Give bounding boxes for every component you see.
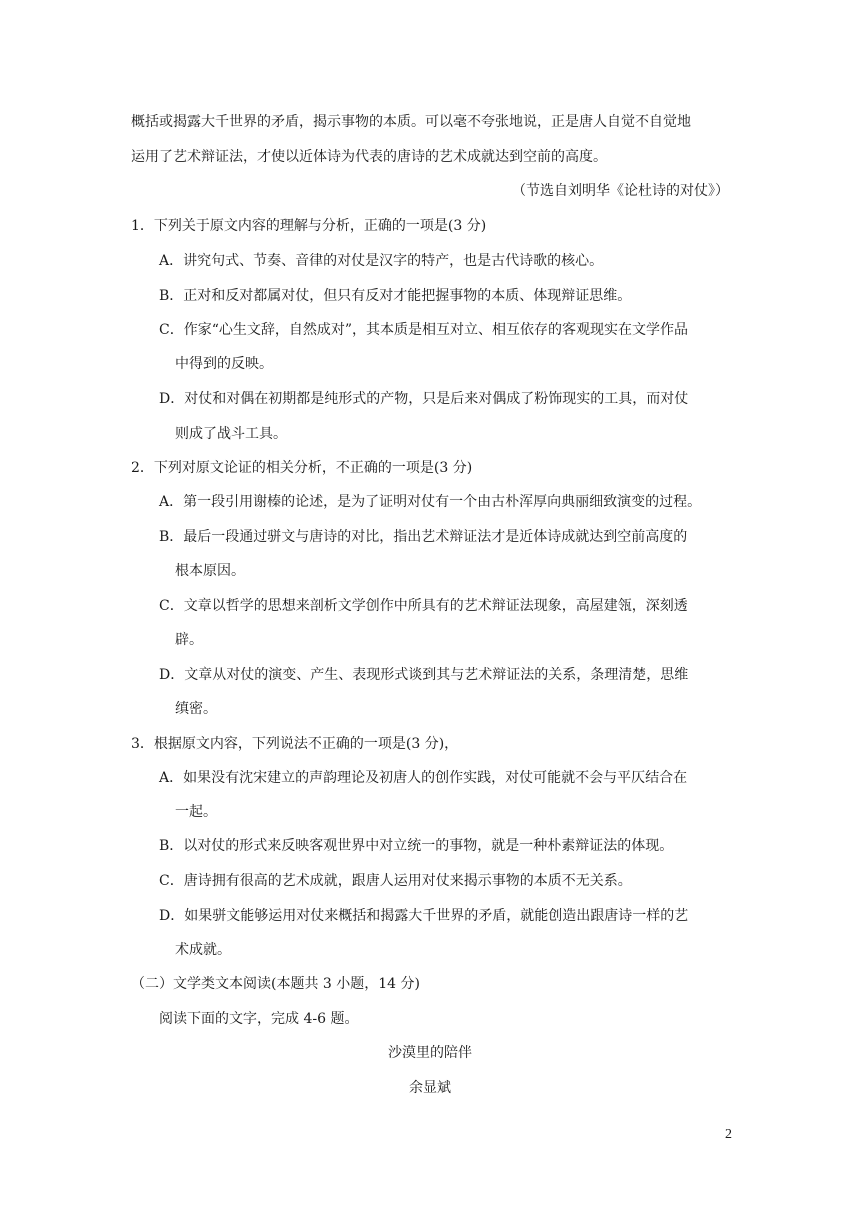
question-2-stem: 2．下列对原文论证的相关分析，不正确的一项是(3 分) (131, 460, 473, 476)
question-2-option-c-cont: 辟。 (175, 632, 203, 648)
question-2-option-d: D．文章从对仗的演变、产生、表现形式谈到其与艺术辩证法的关系，条理清楚，思维 (159, 667, 689, 683)
article-title: 沙漠里的陪伴 (388, 1045, 472, 1061)
question-1-option-d-cont: 则成了战斗工具。 (175, 426, 287, 442)
question-3-option-a-cont: 一起。 (175, 804, 217, 820)
question-1-stem: 1．下列关于原文内容的理解与分析，正确的一项是(3 分) (131, 218, 487, 234)
question-2-option-d-cont: 缜密。 (175, 701, 217, 717)
passage-source: （节选自刘明华《论杜诗的对仗》） (512, 183, 729, 199)
question-1-option-c: C．作家“心生文辞，自然成对”，其本质是相互对立、相互依存的客观现实在文学作品 (159, 322, 689, 338)
page-number: 2 (725, 1127, 732, 1142)
question-1-option-c-cont: 中得到的反映。 (175, 356, 273, 372)
question-2-option-a: A．第一段引用谢榛的论述，是为了证明对仗有一个由古朴浑厚向典丽细致演变的过程。 (159, 494, 702, 510)
section-heading: （二）文学类文本阅读(本题共 3 小题，14 分) (131, 976, 420, 992)
question-3-option-d: D．如果骈文能够运用对仗来概括和揭露大千世界的矛盾，就能创造出跟唐诗一样的艺 (159, 908, 689, 924)
question-3-stem: 3．根据原文内容，下列说法不正确的一项是(3 分)， (131, 736, 459, 752)
question-2-option-c: C．文章以哲学的思想来剖析文学创作中所具有的艺术辩证法现象，高屋建瓴，深刻透 (159, 598, 688, 614)
question-3-option-a: A．如果没有沈宋建立的声韵理论及初唐人的创作实践，对仗可能就不会与平仄结合在 (159, 770, 688, 786)
question-1-option-b: B．正对和反对都属对仗，但只有反对才能把握事物的本质、体现辩证思维。 (159, 288, 632, 304)
article-author: 余显斌 (409, 1080, 451, 1096)
question-3-option-d-cont: 术成就。 (175, 942, 231, 958)
question-1-option-a: A．讲究句式、节奏、音律的对仗是汉字的特产，也是古代诗歌的核心。 (159, 253, 604, 269)
question-1-option-d: D．对仗和对偶在初期都是纯形式的产物，只是后来对偶成了粉饰现实的工具，而对仗 (159, 391, 689, 407)
passage-line-2: 运用了艺术辩证法，才使以近体诗为代表的唐诗的艺术成就达到空前的高度。 (131, 149, 607, 165)
question-3-option-b: B．以对仗的形式来反映客观世界中对立统一的事物，就是一种朴素辩证法的体现。 (159, 838, 674, 854)
passage-line-1: 概括或揭露大千世界的矛盾，揭示事物的本质。可以毫不夸张地说，正是唐人自觉不自觉地 (131, 114, 691, 130)
section-instruction: 阅读下面的文字，完成 4-6 题。 (159, 1011, 359, 1027)
question-2-option-b-cont: 根本原因。 (175, 563, 245, 579)
question-2-option-b: B．最后一段通过骈文与唐诗的对比，指出艺术辩证法才是近体诗成就达到空前高度的 (159, 529, 688, 545)
question-3-option-c: C．唐诗拥有很高的艺术成就，跟唐人运用对仗来揭示事物的本质不无关系。 (159, 873, 632, 889)
